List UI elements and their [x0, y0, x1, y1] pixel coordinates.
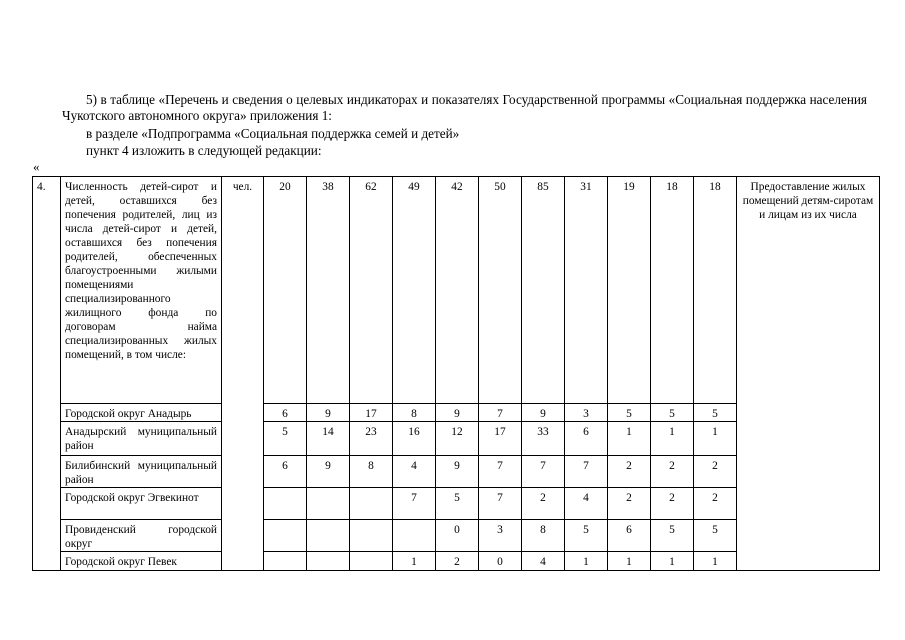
value-cell	[264, 488, 307, 520]
value-cell: 2	[651, 456, 694, 488]
value-cell: 4	[522, 552, 565, 571]
value-cell: 2	[436, 552, 479, 571]
value-cell	[350, 520, 393, 552]
indicators-table	[32, 176, 880, 571]
point-paragraph: пункт 4 изложить в следующей редакции:	[86, 143, 322, 158]
district-name: Провиденский городской округ	[61, 520, 222, 552]
district-name: Анадырский муниципальный район	[61, 422, 222, 456]
value-cell: 9	[436, 404, 479, 422]
value-cell: 33	[522, 422, 565, 456]
value-cell: 8	[522, 520, 565, 552]
table-row-main	[33, 177, 880, 404]
value-cell: 4	[393, 456, 436, 488]
value-cell: 7	[479, 456, 522, 488]
value-cell	[350, 488, 393, 520]
value-cell: 2	[694, 488, 737, 520]
value-cell: 7	[565, 456, 608, 488]
value-cell: 6	[264, 404, 307, 422]
value-cell: 49	[393, 177, 436, 404]
value-cell: 14	[307, 422, 350, 456]
value-cell: 7	[479, 404, 522, 422]
value-cell: 62	[350, 177, 393, 404]
value-cell: 5	[565, 520, 608, 552]
value-cell: 5	[264, 422, 307, 456]
value-cell: 7	[479, 488, 522, 520]
value-cell: 6	[608, 520, 651, 552]
value-cell: 5	[651, 404, 694, 422]
value-cell: 8	[393, 404, 436, 422]
open-quote: «	[33, 159, 40, 174]
value-cell: 1	[565, 552, 608, 571]
value-cell: 3	[565, 404, 608, 422]
value-cell	[307, 552, 350, 571]
value-cell: 2	[608, 488, 651, 520]
value-cell: 5	[694, 404, 737, 422]
value-cell: 5	[694, 520, 737, 552]
value-cell: 2	[608, 456, 651, 488]
value-cell: 23	[350, 422, 393, 456]
value-cell: 6	[264, 456, 307, 488]
value-cell: 2	[651, 488, 694, 520]
district-name: Городской округ Анадырь	[61, 404, 222, 422]
value-cell: 31	[565, 177, 608, 404]
row-number: 4.	[33, 177, 61, 571]
value-cell: 6	[565, 422, 608, 456]
value-cell	[264, 552, 307, 571]
value-cell: 4	[565, 488, 608, 520]
value-cell	[307, 488, 350, 520]
value-cell: 9	[307, 404, 350, 422]
value-cell: 42	[436, 177, 479, 404]
value-cell: 17	[479, 422, 522, 456]
district-name: Городской округ Певек	[61, 552, 222, 571]
value-cell: 1	[608, 422, 651, 456]
value-cell: 85	[522, 177, 565, 404]
value-cell: 1	[694, 552, 737, 571]
value-cell: 17	[350, 404, 393, 422]
value-cell: 50	[479, 177, 522, 404]
district-name: Билибинский муниципальный район	[61, 456, 222, 488]
value-cell: 9	[522, 404, 565, 422]
value-cell: 9	[436, 456, 479, 488]
value-cell: 2	[694, 456, 737, 488]
value-cell: 8	[350, 456, 393, 488]
value-cell	[307, 520, 350, 552]
value-cell: 0	[436, 520, 479, 552]
value-cell: 19	[608, 177, 651, 404]
value-cell	[264, 520, 307, 552]
intro-paragraph: 5) в таблице «Перечень и сведения о целевых индикаторах и показателях Государственной программы «Социальная поддержка населения Чукотского автономного округа» приложения 1:	[62, 92, 867, 123]
value-cell	[350, 552, 393, 571]
value-cell	[393, 520, 436, 552]
value-cell: 5	[436, 488, 479, 520]
value-cell: 38	[307, 177, 350, 404]
value-cell: 18	[694, 177, 737, 404]
value-cell: 5	[651, 520, 694, 552]
value-cell: 18	[651, 177, 694, 404]
value-cell: 12	[436, 422, 479, 456]
indicator-name: Численность детей-сирот и детей, оставшихся без попечения родителей, лиц из числа детей-сирот и детей, оставшихся без попечения родителей, обеспеченных благоустроенными жилыми помещениями специализированного жилищного фонда по договорам найма специализированных жилых помещений, в том числе:	[61, 177, 222, 404]
value-cell: 2	[522, 488, 565, 520]
section-paragraph: в разделе «Подпрограмма «Социальная поддержка семей и детей»	[86, 126, 460, 141]
value-cell: 1	[393, 552, 436, 571]
value-cell: 5	[608, 404, 651, 422]
value-cell: 16	[393, 422, 436, 456]
unit-cell: чел.	[222, 177, 264, 571]
value-cell: 9	[307, 456, 350, 488]
value-cell: 1	[608, 552, 651, 571]
value-cell: 7	[522, 456, 565, 488]
district-name: Городской округ Эгвекинот	[61, 488, 222, 520]
value-cell: 20	[264, 177, 307, 404]
value-cell: 7	[393, 488, 436, 520]
value-cell: 0	[479, 552, 522, 571]
value-cell: 3	[479, 520, 522, 552]
value-cell: 1	[651, 422, 694, 456]
expected-result: Предоставление жилых помещений детям-сиротам и лицам из их числа	[737, 177, 880, 571]
value-cell: 1	[651, 552, 694, 571]
value-cell: 1	[694, 422, 737, 456]
